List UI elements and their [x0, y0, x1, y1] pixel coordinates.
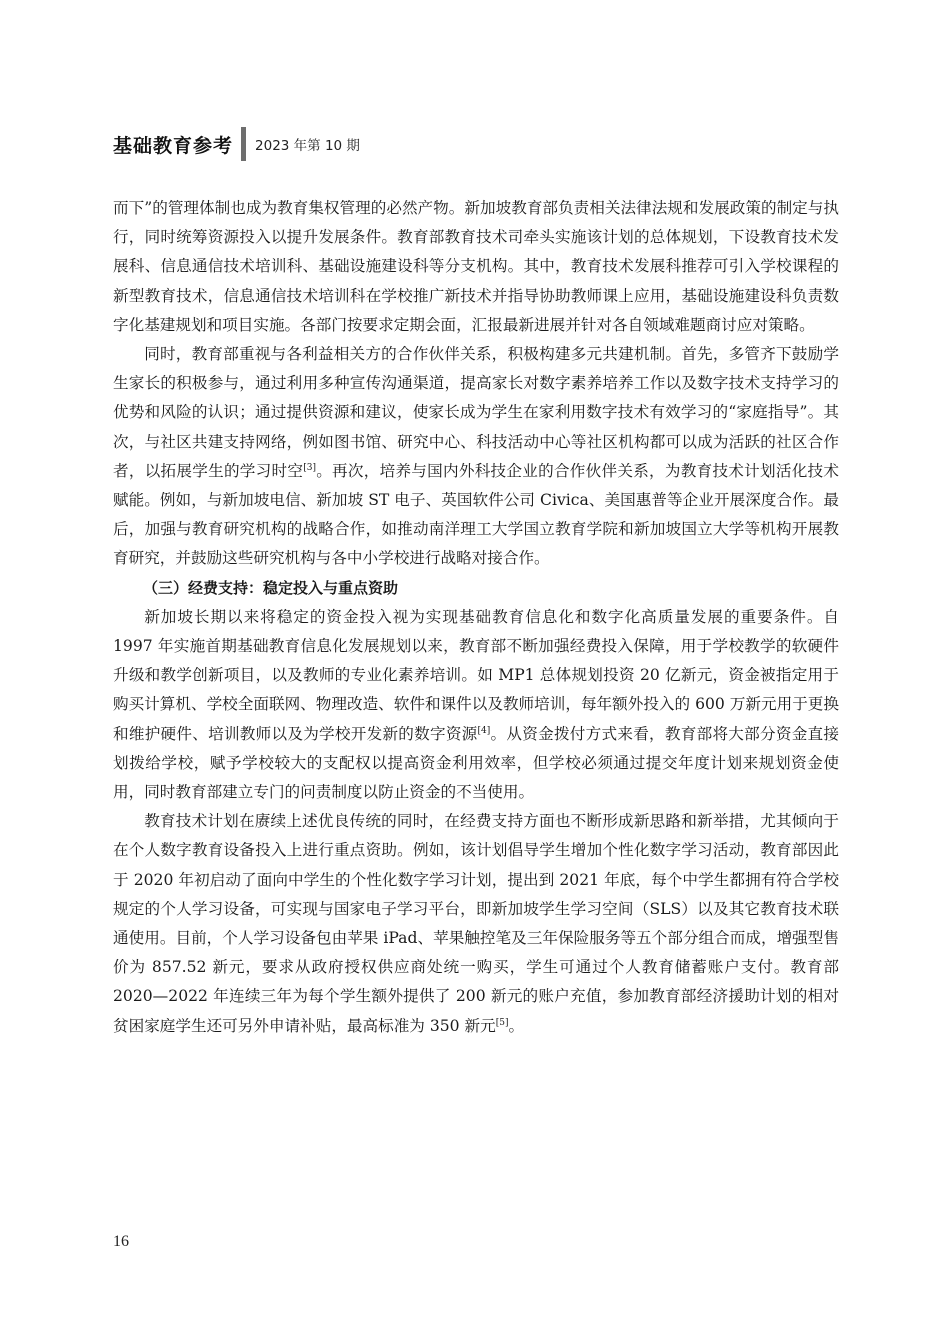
header-divider-bar	[241, 127, 246, 161]
page-number: 16	[113, 1233, 129, 1250]
citation-ref-4: [4]	[477, 725, 491, 736]
paragraph-text: 。从资金拨付方式来看，教育部将大部分资金直接划拨给学校，赋予学校较大的支配权以提高资金利用效率，但学校必须通过提交年度计划来规划资金使用，同时教育部建立专门的问责制度以防止资金的不当使用。	[113, 724, 839, 802]
section-heading: （三）经费支持：稳定投入与重点资助	[143, 578, 399, 597]
journal-title: 基础教育参考	[113, 134, 234, 157]
running-header	[113, 126, 360, 162]
citation-ref-5: [5]	[495, 1017, 509, 1028]
paragraph-continued: 而下”的管理体制也成为教育集权管理的必然产物。新加坡教育部负责相关法律法规和发展政策的制定与执行，同时统筹资源投入以提升发展条件。教育部教育技术司牵头实施该计划的总体规划，下设教育技术发展科、信息通信技术培训科、基础设施建设科等分支机构。其中，教育技术发展科推荐可引入学校课程的新型教育技术，信息通信技术培训科在学校推广新技术并指导协助教师课上应用，基础设施建设科负责数字化基建规划和项目实施。各部门按要求定期会面，汇报最新进展并针对各自领域难题商讨应对策略。	[113, 199, 839, 334]
paragraph-device-funding	[113, 807, 839, 1041]
issue-label: 2023 年第 10 期	[255, 138, 360, 154]
citation-ref-3: [3]	[303, 462, 316, 473]
article-body	[113, 194, 839, 1041]
paragraph-partnership	[113, 340, 839, 574]
paragraph-funding	[113, 603, 839, 807]
paragraph-text: 新加坡长期以来将稳定的资金投入视为实现基础教育信息化和数字化高质量发展的重要条件。自 1997 年实施首期基础教育信息化发展规划以来，教育部不断加强经费投入保障，用于学校教学的软硬件升级和教学创新项目，以及教师的专业化素养培训。如 MP1 总体规划投资 20 亿新元，资金被指定用于购买计算机、学校全面联网、物理改造、软件和课件以及教师培训，每年额外投入的 600 万新元用于更换和维护硬件、培训教师以及为学校开发新的数字资源	[113, 607, 839, 743]
paragraph-text: 同时，教育部重视与各利益相关方的合作伙伴关系，积极构建多元共建机制。首先，多管齐下鼓励学生家长的积极参与，通过利用多种宣传沟通渠道，提高家长对数字素养培养工作以及数字技术支持学习的优势和风险的认识；通过提供资源和建议，使家长成为学生在家利用数字技术有效学习的“家庭指导”。其次，与社区共建支持网络，例如图书馆、研究中心、科技活动中心等社区机构都可以成为活跃的社区合作者，以拓展学生的学习时空	[113, 345, 839, 480]
paragraph-text: 教育技术计划在赓续上述优良传统的同时，在经费支持方面也不断形成新思路和新举措，尤其倾向于在个人数字教育设备投入上进行重点资助。例如，该计划倡导学生增加个性化数字学习活动，教育部因此于 2020 年初启动了面向中学生的个性化数字学习计划，提出到 2021 年底，每个中学生都拥有符合学校规定的个人学习设备，可实现与国家电子学习平台，即新加坡学生学习空间（SLS）以及其它教育技术联通使用。目前，个人学习设备包由苹果 iPad、苹果触控笔及三年保险服务等五个部分组合而成，增强型售价为 857.52 新元，要求从政府授权供应商处统一购买，学生可通过个人教育储蓄账户支付。教育部 2020—2022 年连续三年为每个学生额外提供了 200 新元的账户充值，参加教育部经济援助计划的相对贫困家庭学生还可另外申请补贴，最高标准为 350 新元	[113, 812, 839, 1035]
paragraph-text: 。	[508, 1016, 525, 1035]
paragraph-text: 。再次，培养与国内外科技企业的合作伙伴关系，为教育技术计划活化技术赋能。例如，与新加坡电信、新加坡 ST 电子、英国软件公司 Civica、美国惠普等企业开展深度合作。最后，加强与教育研究机构的战略合作，如推动南洋理工大学国立教育学院和新加坡国立大学等机构开展教育研究，并鼓励这些研究机构与各中小学校进行战略对接合作。	[113, 461, 839, 568]
